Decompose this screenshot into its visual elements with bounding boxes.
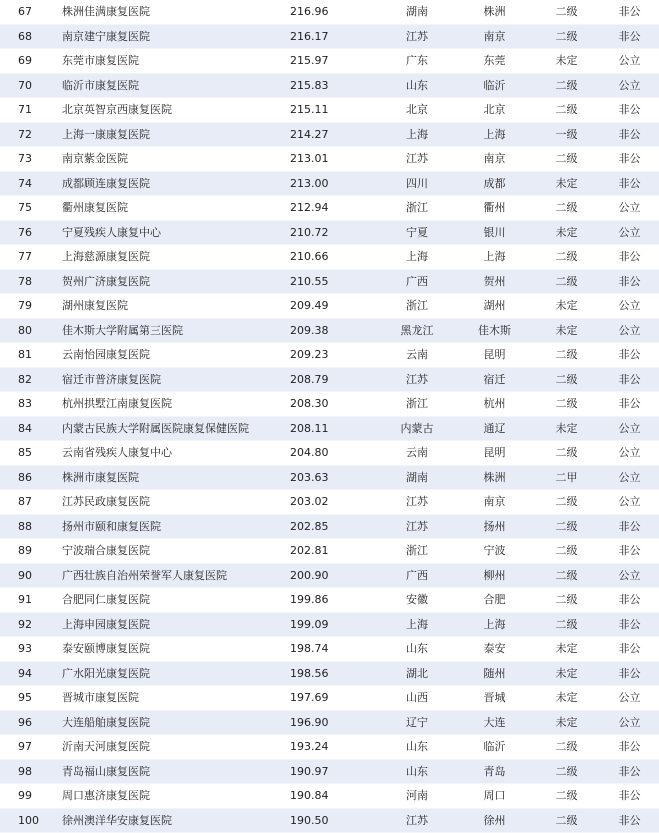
city-cell: 南京 bbox=[456, 24, 533, 49]
hospital-name-cell: 大连船舶康复医院 bbox=[62, 710, 290, 735]
city-cell: 南京 bbox=[456, 490, 533, 515]
city-cell: 柳州 bbox=[456, 563, 533, 588]
level-cell: 二级 bbox=[533, 784, 600, 809]
rank-cell: 72 bbox=[0, 122, 62, 147]
city-cell: 大连 bbox=[456, 710, 533, 735]
score-cell: 202.85 bbox=[290, 514, 378, 539]
table-row bbox=[0, 245, 659, 270]
province-cell: 湖南 bbox=[378, 0, 456, 24]
province-cell: 云南 bbox=[378, 343, 456, 368]
hospital-name-cell: 广西壮族自治州荣誉军人康复医院 bbox=[62, 563, 290, 588]
ownership-type-cell: 公立 bbox=[600, 441, 659, 466]
city-cell: 宁波 bbox=[456, 539, 533, 564]
level-cell: 二级 bbox=[533, 343, 600, 368]
hospital-name-cell: 衢州康复医院 bbox=[62, 196, 290, 221]
rank-cell: 92 bbox=[0, 612, 62, 637]
score-cell: 197.69 bbox=[290, 686, 378, 711]
table-row bbox=[0, 269, 659, 294]
province-cell: 北京 bbox=[378, 98, 456, 123]
ownership-type-cell: 非公 bbox=[600, 171, 659, 196]
province-cell: 山东 bbox=[378, 637, 456, 662]
rank-cell: 78 bbox=[0, 269, 62, 294]
level-cell: 二级 bbox=[533, 563, 600, 588]
level-cell: 未定 bbox=[533, 686, 600, 711]
table-row bbox=[0, 784, 659, 809]
table-row bbox=[0, 73, 659, 98]
level-cell: 二级 bbox=[533, 759, 600, 784]
hospital-name-cell: 临沂市康复医院 bbox=[62, 73, 290, 98]
ownership-type-cell: 公立 bbox=[600, 49, 659, 74]
table-row bbox=[0, 98, 659, 123]
city-cell: 株洲 bbox=[456, 0, 533, 24]
ownership-type-cell: 公立 bbox=[600, 490, 659, 515]
ownership-type-cell: 非公 bbox=[600, 759, 659, 784]
table-row bbox=[0, 686, 659, 711]
score-cell: 203.02 bbox=[290, 490, 378, 515]
ownership-type-cell: 公立 bbox=[600, 465, 659, 490]
score-cell: 208.79 bbox=[290, 367, 378, 392]
level-cell: 未定 bbox=[533, 220, 600, 245]
province-cell: 四川 bbox=[378, 171, 456, 196]
level-cell: 二级 bbox=[533, 441, 600, 466]
rank-cell: 82 bbox=[0, 367, 62, 392]
score-cell: 200.90 bbox=[290, 563, 378, 588]
score-cell: 209.49 bbox=[290, 294, 378, 319]
hospital-name-cell: 江苏民政康复医院 bbox=[62, 490, 290, 515]
table-row bbox=[0, 588, 659, 613]
hospital-name-cell: 株洲市康复医院 bbox=[62, 465, 290, 490]
rank-cell: 86 bbox=[0, 465, 62, 490]
score-cell: 199.09 bbox=[290, 612, 378, 637]
ownership-type-cell: 非公 bbox=[600, 269, 659, 294]
city-cell: 青岛 bbox=[456, 759, 533, 784]
level-cell: 二级 bbox=[533, 73, 600, 98]
score-cell: 212.94 bbox=[290, 196, 378, 221]
rank-cell: 74 bbox=[0, 171, 62, 196]
province-cell: 上海 bbox=[378, 612, 456, 637]
rank-cell: 95 bbox=[0, 686, 62, 711]
province-cell: 山东 bbox=[378, 735, 456, 760]
score-cell: 210.72 bbox=[290, 220, 378, 245]
province-cell: 江苏 bbox=[378, 490, 456, 515]
table-row bbox=[0, 196, 659, 221]
level-cell: 一级 bbox=[533, 122, 600, 147]
level-cell: 未定 bbox=[533, 416, 600, 441]
city-cell: 泰安 bbox=[456, 637, 533, 662]
rank-cell: 85 bbox=[0, 441, 62, 466]
hospital-name-cell: 宁波瑞合康复医院 bbox=[62, 539, 290, 564]
level-cell: 二级 bbox=[533, 514, 600, 539]
score-cell: 209.23 bbox=[290, 343, 378, 368]
city-cell: 成都 bbox=[456, 171, 533, 196]
score-cell: 210.55 bbox=[290, 269, 378, 294]
ownership-type-cell: 公立 bbox=[600, 563, 659, 588]
hospital-name-cell: 沂南天河康复医院 bbox=[62, 735, 290, 760]
rank-cell: 76 bbox=[0, 220, 62, 245]
rank-cell: 100 bbox=[0, 808, 62, 833]
city-cell: 株洲 bbox=[456, 465, 533, 490]
rank-cell: 69 bbox=[0, 49, 62, 74]
score-cell: 208.30 bbox=[290, 392, 378, 417]
ownership-type-cell: 非公 bbox=[600, 661, 659, 686]
ownership-type-cell: 公立 bbox=[600, 318, 659, 343]
city-cell: 周口 bbox=[456, 784, 533, 809]
score-cell: 213.01 bbox=[290, 147, 378, 172]
hospital-name-cell: 泰安颐博康复医院 bbox=[62, 637, 290, 662]
province-cell: 山东 bbox=[378, 759, 456, 784]
rank-cell: 68 bbox=[0, 24, 62, 49]
city-cell: 上海 bbox=[456, 245, 533, 270]
rank-cell: 79 bbox=[0, 294, 62, 319]
table-row bbox=[0, 147, 659, 172]
score-cell: 202.81 bbox=[290, 539, 378, 564]
city-cell: 湖州 bbox=[456, 294, 533, 319]
score-cell: 210.66 bbox=[290, 245, 378, 270]
province-cell: 安徽 bbox=[378, 588, 456, 613]
province-cell: 辽宁 bbox=[378, 710, 456, 735]
province-cell: 浙江 bbox=[378, 392, 456, 417]
city-cell: 随州 bbox=[456, 661, 533, 686]
city-cell: 衢州 bbox=[456, 196, 533, 221]
level-cell: 二级 bbox=[533, 808, 600, 833]
rank-cell: 67 bbox=[0, 0, 62, 24]
rank-cell: 77 bbox=[0, 245, 62, 270]
level-cell: 未定 bbox=[533, 49, 600, 74]
province-cell: 江苏 bbox=[378, 147, 456, 172]
score-cell: 215.83 bbox=[290, 73, 378, 98]
hospital-name-cell: 贺州广济康复医院 bbox=[62, 269, 290, 294]
hospital-name-cell: 南京紫金医院 bbox=[62, 147, 290, 172]
city-cell: 扬州 bbox=[456, 514, 533, 539]
level-cell: 二级 bbox=[533, 612, 600, 637]
table-row bbox=[0, 759, 659, 784]
rank-cell: 96 bbox=[0, 710, 62, 735]
province-cell: 江苏 bbox=[378, 24, 456, 49]
hospital-name-cell: 东莞市康复医院 bbox=[62, 49, 290, 74]
province-cell: 山东 bbox=[378, 73, 456, 98]
city-cell: 银川 bbox=[456, 220, 533, 245]
level-cell: 二级 bbox=[533, 98, 600, 123]
ownership-type-cell: 非公 bbox=[600, 588, 659, 613]
ownership-type-cell: 非公 bbox=[600, 0, 659, 24]
level-cell: 未定 bbox=[533, 637, 600, 662]
level-cell: 二级 bbox=[533, 490, 600, 515]
hospital-name-cell: 扬州市颐和康复医院 bbox=[62, 514, 290, 539]
hospital-name-cell: 佳木斯大学附属第三医院 bbox=[62, 318, 290, 343]
score-cell: 190.84 bbox=[290, 784, 378, 809]
hospital-name-cell: 云南省残疾人康复中心 bbox=[62, 441, 290, 466]
table-row bbox=[0, 367, 659, 392]
province-cell: 广西 bbox=[378, 563, 456, 588]
city-cell: 昆明 bbox=[456, 343, 533, 368]
city-cell: 合肥 bbox=[456, 588, 533, 613]
table-row bbox=[0, 122, 659, 147]
score-cell: 193.24 bbox=[290, 735, 378, 760]
rank-cell: 84 bbox=[0, 416, 62, 441]
level-cell: 二级 bbox=[533, 245, 600, 270]
province-cell: 黑龙江 bbox=[378, 318, 456, 343]
score-cell: 208.11 bbox=[290, 416, 378, 441]
table-row bbox=[0, 612, 659, 637]
city-cell: 晋城 bbox=[456, 686, 533, 711]
level-cell: 二级 bbox=[533, 539, 600, 564]
ownership-type-cell: 非公 bbox=[600, 392, 659, 417]
ownership-type-cell: 非公 bbox=[600, 245, 659, 270]
ownership-type-cell: 公立 bbox=[600, 710, 659, 735]
city-cell: 杭州 bbox=[456, 392, 533, 417]
table-row bbox=[0, 465, 659, 490]
level-cell: 未定 bbox=[533, 318, 600, 343]
hospital-name-cell: 徐州澳洋华安康复医院 bbox=[62, 808, 290, 833]
rank-cell: 70 bbox=[0, 73, 62, 98]
score-cell: 213.00 bbox=[290, 171, 378, 196]
score-cell: 198.56 bbox=[290, 661, 378, 686]
city-cell: 上海 bbox=[456, 122, 533, 147]
ownership-type-cell: 非公 bbox=[600, 343, 659, 368]
city-cell: 北京 bbox=[456, 98, 533, 123]
table-row bbox=[0, 49, 659, 74]
table-row bbox=[0, 294, 659, 319]
rank-cell: 94 bbox=[0, 661, 62, 686]
hospital-name-cell: 上海慈源康复医院 bbox=[62, 245, 290, 270]
hospital-name-cell: 宁夏残疾人康复中心 bbox=[62, 220, 290, 245]
rank-cell: 87 bbox=[0, 490, 62, 515]
hospital-name-cell: 杭州拱墅江南康复医院 bbox=[62, 392, 290, 417]
score-cell: 203.63 bbox=[290, 465, 378, 490]
province-cell: 山西 bbox=[378, 686, 456, 711]
hospital-name-cell: 北京英智京西康复医院 bbox=[62, 98, 290, 123]
score-cell: 216.17 bbox=[290, 24, 378, 49]
province-cell: 江苏 bbox=[378, 808, 456, 833]
ownership-type-cell: 公立 bbox=[600, 294, 659, 319]
table-row bbox=[0, 563, 659, 588]
level-cell: 二级 bbox=[533, 196, 600, 221]
province-cell: 内蒙古 bbox=[378, 416, 456, 441]
ownership-type-cell: 非公 bbox=[600, 514, 659, 539]
province-cell: 广西 bbox=[378, 269, 456, 294]
ownership-type-cell: 非公 bbox=[600, 367, 659, 392]
ownership-type-cell: 公立 bbox=[600, 196, 659, 221]
table-row bbox=[0, 539, 659, 564]
rank-cell: 75 bbox=[0, 196, 62, 221]
city-cell: 临沂 bbox=[456, 73, 533, 98]
hospital-name-cell: 晋城市康复医院 bbox=[62, 686, 290, 711]
ownership-type-cell: 公立 bbox=[600, 416, 659, 441]
level-cell: 未定 bbox=[533, 171, 600, 196]
score-cell: 190.97 bbox=[290, 759, 378, 784]
rank-cell: 71 bbox=[0, 98, 62, 123]
level-cell: 二级 bbox=[533, 392, 600, 417]
table-row bbox=[0, 441, 659, 466]
score-cell: 196.90 bbox=[290, 710, 378, 735]
table-row bbox=[0, 808, 659, 833]
hospital-name-cell: 株洲佳满康复医院 bbox=[62, 0, 290, 24]
hospital-name-cell: 上海一康康复医院 bbox=[62, 122, 290, 147]
city-cell: 上海 bbox=[456, 612, 533, 637]
rank-cell: 99 bbox=[0, 784, 62, 809]
table-row bbox=[0, 0, 659, 24]
score-cell: 215.97 bbox=[290, 49, 378, 74]
city-cell: 宿迁 bbox=[456, 367, 533, 392]
province-cell: 云南 bbox=[378, 441, 456, 466]
ownership-type-cell: 非公 bbox=[600, 147, 659, 172]
rank-cell: 88 bbox=[0, 514, 62, 539]
province-cell: 湖北 bbox=[378, 661, 456, 686]
level-cell: 二级 bbox=[533, 735, 600, 760]
city-cell: 通辽 bbox=[456, 416, 533, 441]
province-cell: 浙江 bbox=[378, 294, 456, 319]
city-cell: 徐州 bbox=[456, 808, 533, 833]
hospital-name-cell: 周口惠济康复医院 bbox=[62, 784, 290, 809]
level-cell: 未定 bbox=[533, 661, 600, 686]
level-cell: 二甲 bbox=[533, 465, 600, 490]
rank-cell: 98 bbox=[0, 759, 62, 784]
rank-cell: 93 bbox=[0, 637, 62, 662]
level-cell: 二级 bbox=[533, 367, 600, 392]
hospital-name-cell: 成都顾连康复医院 bbox=[62, 171, 290, 196]
province-cell: 江苏 bbox=[378, 514, 456, 539]
level-cell: 二级 bbox=[533, 0, 600, 24]
hospital-name-cell: 合肥同仁康复医院 bbox=[62, 588, 290, 613]
rank-cell: 80 bbox=[0, 318, 62, 343]
level-cell: 二级 bbox=[533, 147, 600, 172]
score-cell: 209.38 bbox=[290, 318, 378, 343]
rank-cell: 83 bbox=[0, 392, 62, 417]
level-cell: 二级 bbox=[533, 24, 600, 49]
table-row bbox=[0, 318, 659, 343]
ownership-type-cell: 非公 bbox=[600, 637, 659, 662]
hospital-name-cell: 上海申园康复医院 bbox=[62, 612, 290, 637]
score-cell: 216.96 bbox=[290, 0, 378, 24]
province-cell: 湖南 bbox=[378, 465, 456, 490]
hospital-name-cell: 南京建宁康复医院 bbox=[62, 24, 290, 49]
score-cell: 199.86 bbox=[290, 588, 378, 613]
province-cell: 江苏 bbox=[378, 367, 456, 392]
ownership-type-cell: 非公 bbox=[600, 539, 659, 564]
level-cell: 二级 bbox=[533, 269, 600, 294]
rank-cell: 73 bbox=[0, 147, 62, 172]
province-cell: 广东 bbox=[378, 49, 456, 74]
ownership-type-cell: 公立 bbox=[600, 220, 659, 245]
table-row bbox=[0, 514, 659, 539]
rank-cell: 90 bbox=[0, 563, 62, 588]
ownership-type-cell: 非公 bbox=[600, 612, 659, 637]
score-cell: 190.50 bbox=[290, 808, 378, 833]
hospital-name-cell: 青岛福山康复医院 bbox=[62, 759, 290, 784]
hospital-name-cell: 广水阳光康复医院 bbox=[62, 661, 290, 686]
province-cell: 上海 bbox=[378, 122, 456, 147]
hospital-name-cell: 宿迁市普济康复医院 bbox=[62, 367, 290, 392]
ownership-type-cell: 非公 bbox=[600, 735, 659, 760]
rank-cell: 81 bbox=[0, 343, 62, 368]
ownership-type-cell: 公立 bbox=[600, 73, 659, 98]
province-cell: 宁夏 bbox=[378, 220, 456, 245]
city-cell: 佳木斯 bbox=[456, 318, 533, 343]
ownership-type-cell: 非公 bbox=[600, 24, 659, 49]
city-cell: 东莞 bbox=[456, 49, 533, 74]
city-cell: 临沂 bbox=[456, 735, 533, 760]
score-cell: 214.27 bbox=[290, 122, 378, 147]
level-cell: 二级 bbox=[533, 588, 600, 613]
score-cell: 215.11 bbox=[290, 98, 378, 123]
rank-cell: 91 bbox=[0, 588, 62, 613]
table-row bbox=[0, 171, 659, 196]
ownership-type-cell: 非公 bbox=[600, 122, 659, 147]
table-row bbox=[0, 735, 659, 760]
table-row bbox=[0, 24, 659, 49]
table-row bbox=[0, 343, 659, 368]
table-row bbox=[0, 220, 659, 245]
score-cell: 204.80 bbox=[290, 441, 378, 466]
ownership-type-cell: 非公 bbox=[600, 784, 659, 809]
ownership-type-cell: 非公 bbox=[600, 98, 659, 123]
rank-cell: 97 bbox=[0, 735, 62, 760]
level-cell: 未定 bbox=[533, 294, 600, 319]
ownership-type-cell: 非公 bbox=[600, 808, 659, 833]
hospital-name-cell: 云南怡园康复医院 bbox=[62, 343, 290, 368]
ownership-type-cell: 公立 bbox=[600, 686, 659, 711]
province-cell: 河南 bbox=[378, 784, 456, 809]
table-row bbox=[0, 392, 659, 417]
table-row bbox=[0, 416, 659, 441]
province-cell: 浙江 bbox=[378, 539, 456, 564]
city-cell: 南京 bbox=[456, 147, 533, 172]
hospital-name-cell: 湖州康复医院 bbox=[62, 294, 290, 319]
table-row bbox=[0, 490, 659, 515]
city-cell: 昆明 bbox=[456, 441, 533, 466]
province-cell: 上海 bbox=[378, 245, 456, 270]
table-row bbox=[0, 661, 659, 686]
province-cell: 浙江 bbox=[378, 196, 456, 221]
table-row bbox=[0, 710, 659, 735]
level-cell: 未定 bbox=[533, 710, 600, 735]
rank-cell: 89 bbox=[0, 539, 62, 564]
hospital-name-cell: 内蒙古民族大学附属医院康复保健医院 bbox=[62, 416, 290, 441]
table-row bbox=[0, 637, 659, 662]
city-cell: 贺州 bbox=[456, 269, 533, 294]
score-cell: 198.74 bbox=[290, 637, 378, 662]
